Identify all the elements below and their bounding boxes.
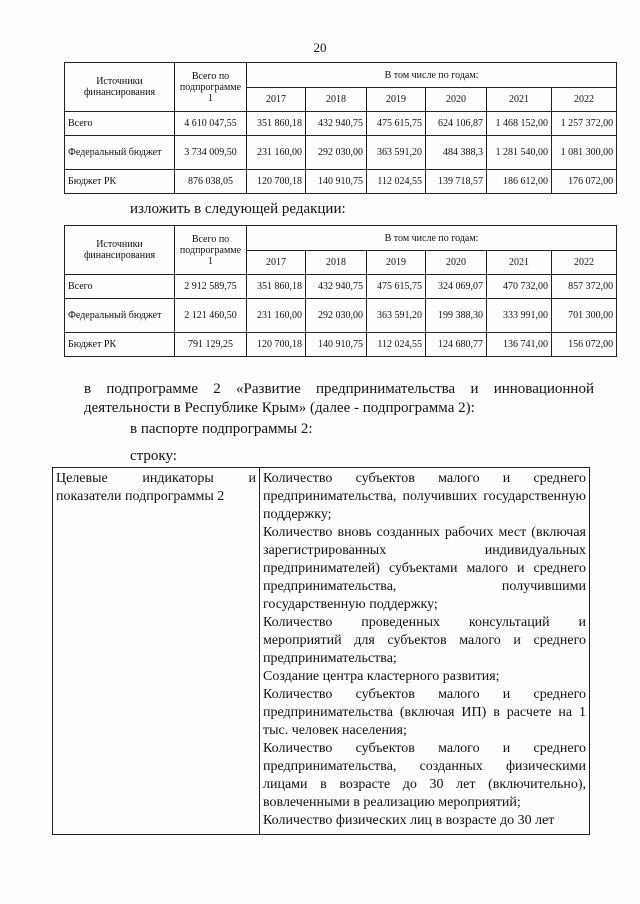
header-year: 2018 (306, 88, 367, 112)
cell-value: 1 468 152,00 (487, 112, 552, 136)
header-source: Источники финансирования (65, 63, 175, 112)
cell-value: 140 910,75 (306, 170, 367, 194)
row-label: Бюджет РК (65, 170, 175, 194)
row-total: 3 734 009,50 (175, 136, 247, 170)
indicator-item: Количество проведенных консультаций и мероприятий для субъектов малого и среднего предпринимательства; (263, 615, 586, 666)
row-total: 2 121 460,50 (175, 299, 247, 333)
table-row (53, 468, 590, 835)
table-row (65, 333, 617, 357)
cell-value: 140 910,75 (306, 333, 367, 357)
table-row (65, 136, 617, 170)
cell-value: 1 081 300,00 (552, 136, 617, 170)
page-number: 20 (313, 40, 327, 55)
header-source: Источники финансирования (65, 226, 175, 275)
cell-value: 1 281 540,00 (487, 136, 552, 170)
row-paragraph: строку: (130, 448, 177, 464)
cell-value: 857 372,00 (552, 275, 617, 299)
passport-table (52, 467, 590, 835)
cell-value: 333 991,00 (487, 299, 552, 333)
cell-value: 120 700,18 (247, 170, 306, 194)
row-label: Федеральный бюджет (65, 299, 175, 333)
header-total: Всего по подпрограмме 1 (175, 63, 247, 112)
row-label: Всего (65, 112, 175, 136)
row-label: Бюджет РК (65, 333, 175, 357)
intro-text: изложить в следующей редакции: (130, 201, 346, 217)
cell-value: 484 388,3 (426, 136, 487, 170)
indicator-item: Создание центра кластерного развития; (263, 669, 500, 684)
cell-value: 176 072,00 (552, 170, 617, 194)
header-year: 2022 (552, 251, 617, 275)
cell-value: 475 615,75 (367, 275, 426, 299)
cell-value: 231 160,00 (247, 136, 306, 170)
table-row (65, 275, 617, 299)
cell-value: 231 160,00 (247, 299, 306, 333)
subprogram-paragraph: в подпрограмме 2 «Развитие предпринимательства и инновационной деятельности в Республике Крым» (далее - подпрограмма 2): (84, 381, 594, 416)
row-total: 791 129,25 (175, 333, 247, 357)
table-row (65, 112, 617, 136)
cell-value: 363 591,20 (367, 136, 426, 170)
passport-paragraph: в паспорте подпрограммы 2: (130, 421, 313, 437)
header-year: 2017 (247, 88, 306, 112)
cell-value: 432 940,75 (306, 275, 367, 299)
cell-value: 1 257 372,00 (552, 112, 617, 136)
row-total: 876 038,05 (175, 170, 247, 194)
indicator-item: Количество субъектов малого и среднего предпринимательства (включая ИП) в расчете на 1 тыс. человек населения; (263, 687, 586, 738)
indicator-item: Количество субъектов малого и среднего предпринимательства, получивших государственную поддержку; (263, 471, 586, 522)
cell-value: 112 024,55 (367, 333, 426, 357)
header-year: 2019 (367, 251, 426, 275)
cell-value: 292 030,00 (306, 136, 367, 170)
cell-value: 120 700,18 (247, 333, 306, 357)
cell-value: 351 860,18 (247, 112, 306, 136)
cell-value: 624 106,87 (426, 112, 487, 136)
cell-value: 351 860,18 (247, 275, 306, 299)
row-total: 4 610 047,55 (175, 112, 247, 136)
cell-value: 701 300,00 (552, 299, 617, 333)
table-row (65, 299, 617, 333)
financing-table-before (64, 62, 617, 194)
header-year: 2019 (367, 88, 426, 112)
header-year: 2022 (552, 88, 617, 112)
passport-label-line: показатели подпрограммы 2 (56, 489, 225, 504)
cell-value: 292 030,00 (306, 299, 367, 333)
table-row (65, 170, 617, 194)
cell-value: 470 732,00 (487, 275, 552, 299)
header-total: Всего по подпрограмме 1 (175, 226, 247, 275)
cell-value: 156 072,00 (552, 333, 617, 357)
row-label: Всего (65, 275, 175, 299)
cell-value: 363 591,20 (367, 299, 426, 333)
cell-value: 475 615,75 (367, 112, 426, 136)
header-year: 2020 (426, 251, 487, 275)
indicator-item: Количество физических лиц в возрасте до 30 лет (263, 813, 555, 828)
cell-value: 186 612,00 (487, 170, 552, 194)
row-label: Федеральный бюджет (65, 136, 175, 170)
header-year: 2018 (306, 251, 367, 275)
financing-table-after (64, 225, 617, 357)
header-by-years: В том числе по годам: (247, 63, 617, 88)
cell-value: 124 680,77 (426, 333, 487, 357)
cell-value: 324 069,07 (426, 275, 487, 299)
passport-row-label (53, 468, 260, 835)
header-year: 2021 (487, 251, 552, 275)
passport-label-line: Целевые индикаторы и (56, 471, 256, 486)
header-year: 2017 (247, 251, 306, 275)
passport-indicators (260, 468, 590, 835)
header-year: 2021 (487, 88, 552, 112)
cell-value: 432 940,75 (306, 112, 367, 136)
header-by-years: В том числе по годам: (247, 226, 617, 251)
cell-value: 136 741,00 (487, 333, 552, 357)
indicator-item: Количество вновь созданных рабочих мест (включая зарегистрированных индивидуальных предпринимателей) субъектами малого и среднего предпринимательства, получившими государственную поддержку; (263, 525, 586, 612)
cell-value: 112 024,55 (367, 170, 426, 194)
row-total: 2 912 589,75 (175, 275, 247, 299)
indicator-item: Количество субъектов малого и среднего предпринимательства, созданных физическими лицами в возрасте до 30 лет (включительно), вовлеченными в реализацию мероприятий; (263, 741, 586, 810)
header-year: 2020 (426, 88, 487, 112)
cell-value: 139 718,57 (426, 170, 487, 194)
cell-value: 199 388,30 (426, 299, 487, 333)
